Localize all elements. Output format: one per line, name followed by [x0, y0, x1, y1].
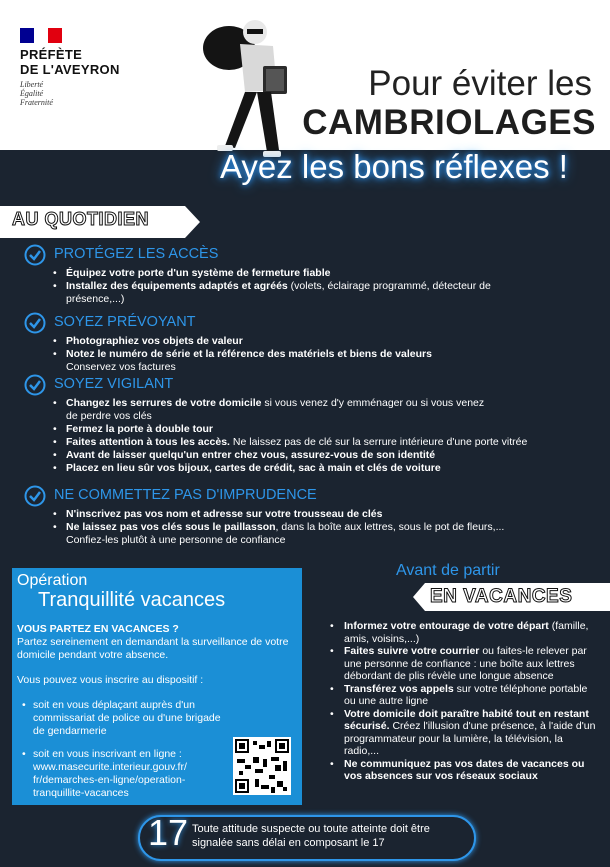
- title-line2: CAMBRIOLAGES: [302, 103, 596, 142]
- operation-intro: Partez sereinement en demandant la surveillance de votre domicile pendant votre absence.: [17, 636, 289, 661]
- list-item: présence,...): [66, 293, 125, 305]
- list-item: • Placez en lieu sûr vos bijoux, cartes de crédit, sac à main et clés de voiture: [53, 462, 594, 475]
- operation-how: Vous pouvez vous inscrire au dispositif :: [17, 674, 204, 686]
- daily-banner-label: AU QUOTIDIEN: [12, 209, 150, 229]
- list-item: Conservez vos factures: [66, 361, 176, 373]
- list-item: • Informez votre entourage de votre départ (famille, amis, voisins,...): [326, 620, 600, 645]
- tagline: Ayez les bons réflexes !: [220, 148, 568, 185]
- list-item: • N'inscrivez pas vos nom et adresse sur votre trousseau de clés: [53, 508, 594, 521]
- prefecture-line2: DE L'AVEYRON: [20, 62, 120, 77]
- check-circle-icon: [24, 374, 46, 396]
- vacation-banner-label: EN VACANCES: [430, 586, 573, 607]
- motto-liberte: Liberté: [20, 80, 44, 89]
- check-circle-icon: [24, 485, 46, 507]
- list-item: • Faites attention à tous les accès. Ne laissez pas de clé sur la serrure intérieure d'une porte vitrée: [53, 436, 594, 449]
- motto-egalite: Égalité: [20, 89, 44, 98]
- list-item: • Ne laissez pas vos clés sous le paillasson, dans la boîte aux lettres, sous le pot de fleurs,...: [53, 521, 594, 534]
- section-title: PROTÉGEZ LES ACCÈS: [54, 246, 219, 262]
- header: [0, 0, 610, 150]
- section-access: [24, 244, 594, 306]
- list-item: • Votre domicile doit paraître habité tout en restant sécurisé. Créez l'illusion d'une présence, à l'aide d'un programmateur pour la lumière, la télévision, la radio,...: [326, 708, 600, 758]
- list-item: • Faites suivre votre courrier ou faites-le relever par une personne de confiance : une boîte aux lettres débordant de plis révèle une longue absence: [326, 645, 600, 683]
- list-item: • Fermez la porte à double tour: [53, 423, 594, 436]
- check-circle-icon: [24, 244, 46, 266]
- section-prevoyant: [24, 312, 594, 374]
- section-title: SOYEZ PRÉVOYANT: [54, 314, 196, 330]
- vacation-label-top: Avant de partir: [396, 562, 500, 579]
- list-item: • Avant de laisser quelqu'un entrer chez vous, assurez-vous de son identité: [53, 449, 594, 462]
- section-vigilant: [24, 374, 594, 475]
- list-item: • Changez les serrures de votre domicile si vous venez d'y emménager ou si vous venez: [53, 397, 594, 410]
- emergency-line1: Toute attitude suspecte ou toute atteinte doit être: [192, 823, 430, 835]
- section-title: SOYEZ VIGILANT: [54, 376, 174, 392]
- operation-question: VOUS PARTEZ EN VACANCES ?: [17, 623, 179, 635]
- list-item: • Installez des équipements adaptés et agréés (volets, éclairage programmé, détecteur de: [53, 280, 594, 293]
- list-item: • Ne communiquez pas vos dates de vacances ou vos absences sur vos réseaux sociaux: [326, 758, 600, 783]
- list-item: • Transférez vos appels sur votre téléphone portable ou une autre ligne: [326, 683, 600, 708]
- section-imprudence: [24, 485, 594, 547]
- french-flag-icon: [20, 28, 62, 43]
- list-item: • soit en vous inscrivant en ligne : www.masecurite.interieur.gouv.fr/ fr/demarches-en-ligne/operation-tranquillite-vacances: [17, 748, 233, 800]
- qr-code-icon[interactable]: [233, 737, 291, 795]
- section-title: NE COMMETTEZ PAS D'IMPRUDENCE: [54, 487, 317, 503]
- list-item: • Photographiez vos objets de valeur: [53, 335, 594, 348]
- operation-title-line2: Tranquillité vacances: [38, 589, 226, 611]
- motto-fraternite: Fraternité: [20, 98, 53, 107]
- list-item: • Notez le numéro de série et la référence des matériels et biens de valeurs: [53, 348, 594, 361]
- list-item: de perdre vos clés: [66, 410, 152, 422]
- operation-title-line1: Opération: [17, 572, 88, 589]
- check-circle-icon: [24, 312, 46, 334]
- list-item: Confiez-les plutôt à une personne de confiance: [66, 534, 286, 546]
- vacation-list: [326, 620, 600, 783]
- emergency-line2: signalée sans délai en composant le 17: [192, 837, 385, 849]
- list-item: • Équipez votre porte d'un système de fermeture fiable: [53, 267, 594, 280]
- list-item: • soit en vous déplaçant auprès d'un commissariat de police ou d'une brigade de gendarmerie: [17, 699, 233, 738]
- emergency-number: 17: [148, 812, 189, 853]
- burglar-illustration-icon: [195, 8, 300, 158]
- prefecture-line1: PRÉFÈTE: [20, 47, 83, 62]
- title-line1: Pour éviter les: [368, 64, 592, 103]
